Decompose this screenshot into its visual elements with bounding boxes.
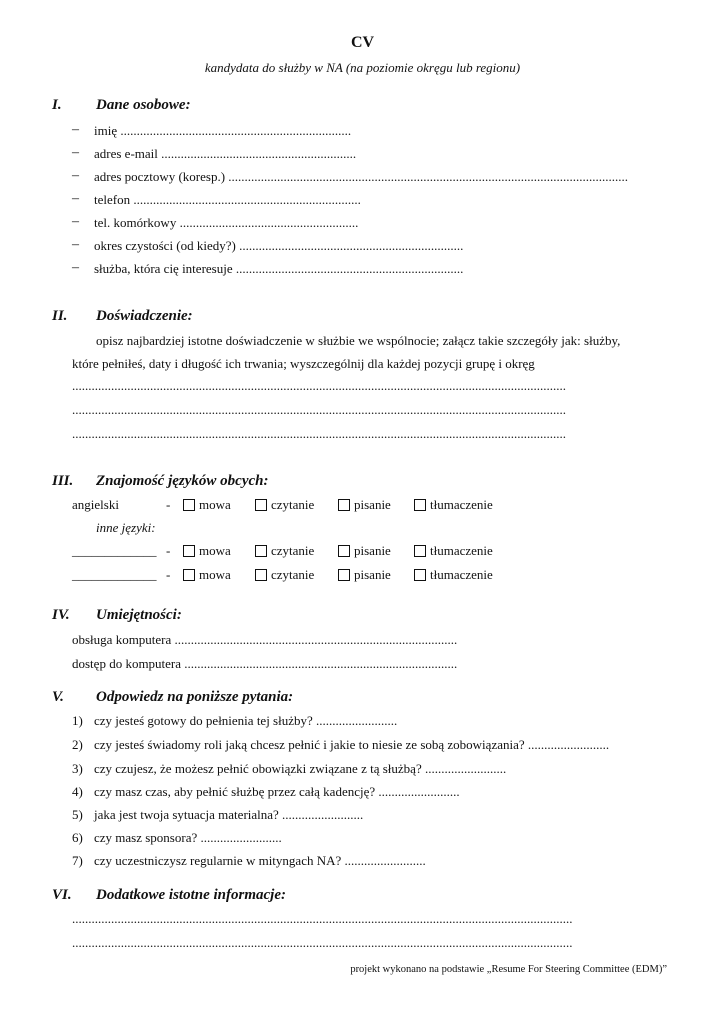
experience-instructions-line-1: opisz najbardziej istotne doświadczenie w służbie we wspólnocie; załącz takie szczegóły jak: służby,: [96, 333, 621, 348]
footer-note: projekt wykonano na podstawie „Resume For Steering Committee (EDM)”: [350, 964, 667, 975]
question-number: 5): [72, 807, 83, 822]
field-name[interactable]: imię .......................................................................: [94, 123, 352, 138]
bullet-dash: –: [72, 122, 79, 137]
experience-line-2[interactable]: ........................................................................................................................................................: [72, 402, 566, 417]
field-computer-use[interactable]: obsługa komputera .......................................................................................: [72, 632, 458, 647]
checkbox[interactable]: [255, 499, 267, 511]
option-translation[interactable]: tłumaczenie: [414, 567, 493, 583]
section-5-title: Odpowiedz na poniższe pytania:: [96, 689, 294, 705]
row-dash: -: [166, 497, 171, 512]
field-mobile[interactable]: tel. komórkowy .......................................................: [94, 215, 359, 230]
field-postal-address[interactable]: adres pocztowy (koresp.) ...........................................................................................................................: [94, 169, 629, 184]
section-3-number: III.: [52, 473, 74, 489]
other-language-2-blank[interactable]: _____________: [72, 567, 157, 582]
section-5-number: V.: [52, 689, 64, 705]
question-2[interactable]: czy jesteś świadomy roli jaką chcesz pełnić i jakie to niesie ze sobą zobowiązania? .........................: [94, 737, 610, 752]
section-3-title: Znajomość języków obcych:: [96, 473, 269, 489]
checkbox[interactable]: [255, 569, 267, 581]
option-writing[interactable]: pisanie: [338, 567, 391, 583]
bullet-dash: –: [72, 237, 79, 252]
option-reading[interactable]: czytanie: [255, 543, 314, 559]
experience-instructions-line-2: które pełniłeś, daty i długość ich trwania; wyszczególnij dla każdej pozycji grupę i okręg: [72, 356, 535, 371]
checkbox[interactable]: [255, 545, 267, 557]
checkbox[interactable]: [183, 569, 195, 581]
question-7[interactable]: czy uczestniczysz regularnie w mityngach NA? .........................: [94, 853, 426, 868]
section-4-number: IV.: [52, 607, 70, 623]
field-phone[interactable]: telefon ......................................................................: [94, 192, 361, 207]
checkbox[interactable]: [414, 569, 426, 581]
question-3[interactable]: czy czujesz, że możesz pełnić obowiązki związane z tą służbą? .........................: [94, 761, 507, 776]
section-1-number: I.: [52, 97, 62, 113]
row-dash: -: [166, 543, 171, 558]
bullet-dash: –: [72, 145, 79, 160]
field-service-interest[interactable]: służba, która cię interesuje ......................................................................: [94, 261, 464, 276]
additional-info-line-1[interactable]: ..........................................................................................................................................................: [72, 911, 573, 926]
option-speaking[interactable]: mowa: [183, 497, 231, 513]
checkbox[interactable]: [183, 545, 195, 557]
question-6[interactable]: czy masz sponsora? .........................: [94, 830, 282, 845]
checkbox[interactable]: [338, 499, 350, 511]
question-number: 6): [72, 830, 83, 845]
checkbox[interactable]: [183, 499, 195, 511]
field-computer-access[interactable]: dostęp do komputera ....................................................................................: [72, 656, 458, 671]
question-number: 1): [72, 713, 83, 728]
option-translation[interactable]: tłumaczenie: [414, 497, 493, 513]
bullet-dash: –: [72, 260, 79, 275]
checkbox[interactable]: [338, 545, 350, 557]
bullet-dash: –: [72, 214, 79, 229]
option-reading[interactable]: czytanie: [255, 497, 314, 513]
question-5[interactable]: jaka jest twoja sytuacja materialna? .........................: [94, 807, 364, 822]
field-email[interactable]: adres e-mail ............................................................: [94, 146, 357, 161]
option-reading[interactable]: czytanie: [255, 567, 314, 583]
experience-line-1[interactable]: ........................................................................................................................................................: [72, 378, 566, 393]
checkbox[interactable]: [338, 569, 350, 581]
section-2-number: II.: [52, 308, 68, 324]
question-1[interactable]: czy jesteś gotowy do pełnienia tej służby? .........................: [94, 713, 398, 728]
option-writing[interactable]: pisanie: [338, 497, 391, 513]
language-english-label: angielski: [72, 497, 119, 512]
other-language-1-blank[interactable]: _____________: [72, 543, 157, 558]
option-speaking[interactable]: mowa: [183, 567, 231, 583]
option-translation[interactable]: tłumaczenie: [414, 543, 493, 559]
section-2-title: Doświadczenie:: [96, 308, 193, 324]
bullet-dash: –: [72, 168, 79, 183]
other-languages-label: inne języki:: [96, 520, 156, 535]
experience-line-3[interactable]: ........................................................................................................................................................: [72, 426, 566, 441]
option-writing[interactable]: pisanie: [338, 543, 391, 559]
field-clean-time[interactable]: okres czystości (od kiedy?) .....................................................................: [94, 238, 464, 253]
question-number: 4): [72, 784, 83, 799]
question-number: 3): [72, 761, 83, 776]
section-6-title: Dodatkowe istotne informacje:: [96, 887, 286, 903]
question-4[interactable]: czy masz czas, aby pełnić służbę przez całą kadencję? .........................: [94, 784, 460, 799]
question-number: 2): [72, 737, 83, 752]
section-4-title: Umiejętności:: [96, 607, 182, 623]
page-title: CV: [350, 34, 375, 51]
bullet-dash: –: [72, 191, 79, 206]
question-number: 7): [72, 853, 83, 868]
option-speaking[interactable]: mowa: [183, 543, 231, 559]
section-6-number: VI.: [52, 887, 72, 903]
checkbox[interactable]: [414, 499, 426, 511]
page-subtitle: kandydata do służby w NA (na poziomie okręgu lub regionu): [204, 60, 521, 75]
row-dash: -: [166, 567, 171, 582]
section-1-title: Dane osobowe:: [96, 97, 191, 113]
checkbox[interactable]: [414, 545, 426, 557]
additional-info-line-2[interactable]: ..........................................................................................................................................................: [72, 935, 573, 950]
